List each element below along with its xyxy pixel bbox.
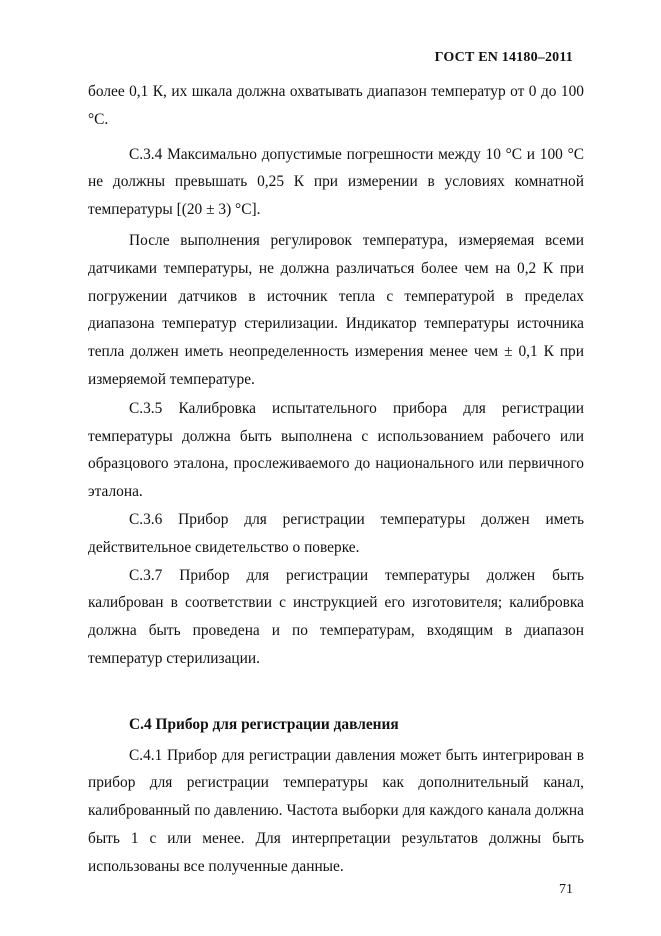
paragraph-c-4-1: С.4.1 Прибор для регистрации давления может быть интегрирован в прибор для регистрации температуры как дополнительный канал, калиброванный по давлению. Частота выборки для каждого канала должна быть 1 с или менее. Для интерпретации результатов должны быть использованы все полученные данные.: [88, 746, 584, 875]
paragraph-c-3-5: С.3.5 Калибровка испытательного прибора для регистрации температуры должна быть выполнена с использованием рабочего или образцового эталона, прослеживаемого до национального или первичного эталона.: [88, 399, 584, 501]
page-number: 71: [559, 882, 573, 897]
section-heading-c-4: С.4 Прибор для регистрации давления: [129, 715, 399, 733]
paragraph-c-3-7: С.3.7 Прибор для регистрации температуры должен быть калиброван в соответствии с инструкцией его изготовителя; калибровка должна быть проведена и по температурам, входящим в диапазон температур стерилизации.: [88, 566, 584, 667]
document-body: [88, 78, 584, 881]
paragraph-calibration-check: После выполнения регулировок температура, измеряемая всеми датчиками температуры, не должна различаться более чем на 0,2 К при погружении датчиков в источник тепла с температурой в пределах диапазона температур стерилизации. Индикатор температуры источника тепла должен иметь неопределенность измерения менее чем ± 0,1 К при измеряемой температуре.: [88, 231, 584, 388]
document-header: ГОСТ EN 14180–2011: [434, 50, 573, 65]
paragraph-c-3-6: С.3.6 Прибор для регистрации температуры должен иметь действительное свидетельство о поверке.: [88, 510, 584, 556]
paragraph-c-3-4: С.3.4 Максимально допустимые погрешности между 10 °С и 100 °С не должны превышать 0,25 К при измерении в условиях комнатной температуры [(20 ± 3) °С].: [88, 145, 584, 219]
paragraph-continuation: более 0,1 К, их шкала должна охватывать диапазон температур от 0 до 100 °С.: [88, 83, 584, 128]
